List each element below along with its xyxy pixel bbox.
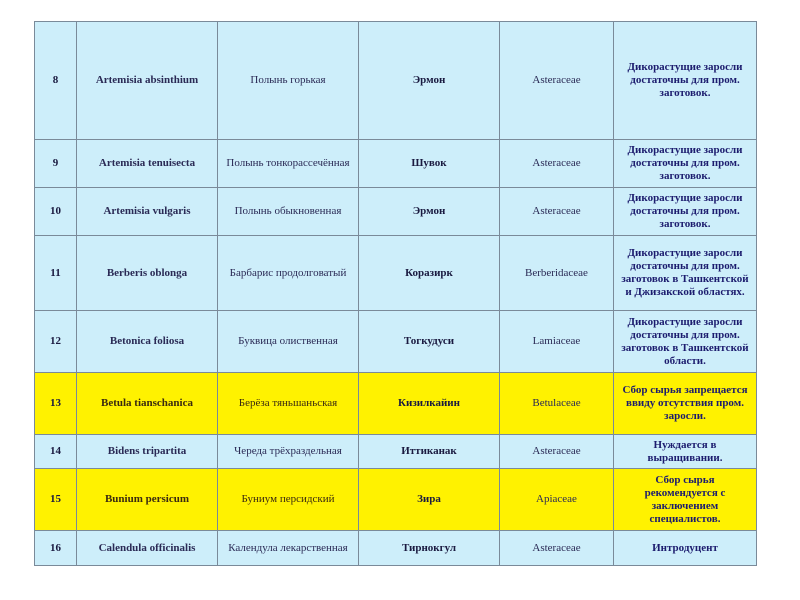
- table-row: [35, 188, 757, 236]
- note: Дикорастущие заросли достаточны для пром. заготовок в Ташкентской и Джизакской областях.: [614, 236, 757, 311]
- russian-name: Буквица олиственная: [218, 311, 359, 373]
- row-number: 9: [35, 140, 77, 188]
- family-name: Berberidaceae: [500, 236, 614, 311]
- russian-name: Календула лекарственная: [218, 531, 359, 566]
- table-row: [35, 311, 757, 373]
- russian-name: Череда трёхраздельная: [218, 435, 359, 469]
- family-name: Asteraceae: [500, 531, 614, 566]
- table-row: [35, 531, 757, 566]
- russian-name: Буниум персидский: [218, 469, 359, 531]
- latin-name: Calendula officinalis: [77, 531, 218, 566]
- russian-name: Полынь обыкновенная: [218, 188, 359, 236]
- latin-name: Bunium persicum: [77, 469, 218, 531]
- uzbek-name: Эрмон: [359, 188, 500, 236]
- note: Дикорастущие заросли достаточны для пром. заготовок в Ташкентской области.: [614, 311, 757, 373]
- family-name: Asteraceae: [500, 140, 614, 188]
- table-row: [35, 435, 757, 469]
- latin-name: Betonica foliosa: [77, 311, 218, 373]
- uzbek-name: Тогкудуси: [359, 311, 500, 373]
- uzbek-name: Эрмон: [359, 22, 500, 140]
- russian-name: Полынь тонкорассечённая: [218, 140, 359, 188]
- row-number: 16: [35, 531, 77, 566]
- row-number: 8: [35, 22, 77, 140]
- table-container: [34, 21, 757, 566]
- latin-name: Betula tianschanica: [77, 373, 218, 435]
- uzbek-name: Коразирк: [359, 236, 500, 311]
- russian-name: Барбарис продолговатый: [218, 236, 359, 311]
- uzbek-name: Тирнокгул: [359, 531, 500, 566]
- family-name: Asteraceae: [500, 435, 614, 469]
- table-row: [35, 373, 757, 435]
- uzbek-name: Зира: [359, 469, 500, 531]
- uzbek-name: Иттиканак: [359, 435, 500, 469]
- plants-table: [34, 21, 757, 566]
- note: Дикорастущие заросли достаточны для пром. заготовок.: [614, 140, 757, 188]
- row-number: 14: [35, 435, 77, 469]
- russian-name: Берёза тяньшаньская: [218, 373, 359, 435]
- latin-name: Bidens tripartita: [77, 435, 218, 469]
- family-name: Lamiaceae: [500, 311, 614, 373]
- latin-name: Artemisia tenuisecta: [77, 140, 218, 188]
- note: Нуждается в выращивании.: [614, 435, 757, 469]
- row-number: 11: [35, 236, 77, 311]
- note: Сбор сырья запрещается ввиду отсутствия пром. заросли.: [614, 373, 757, 435]
- note: Дикорастущие заросли достаточны для пром. заготовок.: [614, 22, 757, 140]
- family-name: Asteraceae: [500, 22, 614, 140]
- table-row: [35, 140, 757, 188]
- table-row: [35, 236, 757, 311]
- note: Сбор сырья рекомендуется с заключением специалистов.: [614, 469, 757, 531]
- family-name: Asteraceae: [500, 188, 614, 236]
- row-number: 15: [35, 469, 77, 531]
- table-row: [35, 22, 757, 140]
- family-name: Apiaceae: [500, 469, 614, 531]
- row-number: 13: [35, 373, 77, 435]
- uzbek-name: Шувок: [359, 140, 500, 188]
- note: Дикорастущие заросли достаточны для пром. заготовок.: [614, 188, 757, 236]
- latin-name: Artemisia vulgaris: [77, 188, 218, 236]
- row-number: 12: [35, 311, 77, 373]
- latin-name: Berberis oblonga: [77, 236, 218, 311]
- russian-name: Полынь горькая: [218, 22, 359, 140]
- table-row: [35, 469, 757, 531]
- family-name: Betulaceae: [500, 373, 614, 435]
- uzbek-name: Кизилкайин: [359, 373, 500, 435]
- row-number: 10: [35, 188, 77, 236]
- latin-name: Artemisia absinthium: [77, 22, 218, 140]
- note: Интродуцент: [614, 531, 757, 566]
